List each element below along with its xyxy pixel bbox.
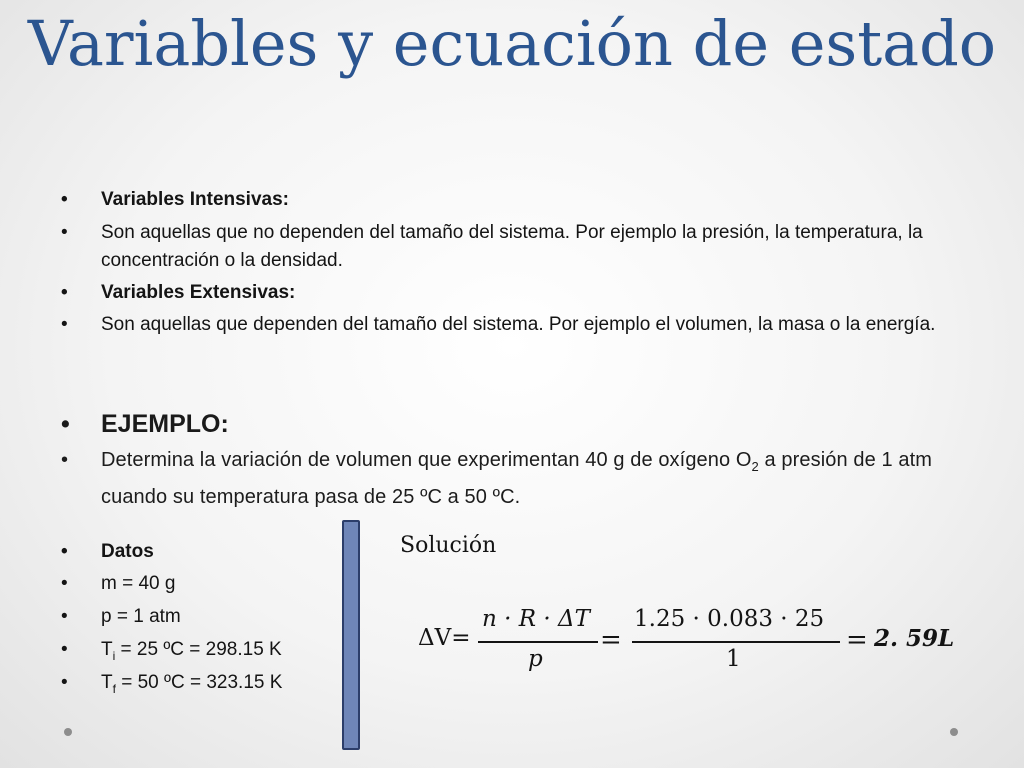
example-statement	[101, 445, 981, 512]
bullet-intensive-definition: • Son aquellas que no dependen del tamaño del sistema. Por ejemplo la presión, la temperatura, la concentración o la densidad.	[101, 219, 941, 275]
formula-lhs: ΔV=	[418, 625, 471, 651]
formula-result: 2. 59L	[874, 625, 955, 652]
vertical-divider-bar	[342, 520, 360, 750]
datos-tf-value: = 50 ºC = 323.15 K	[115, 672, 283, 693]
example-heading: • EJEMPLO:	[101, 408, 229, 440]
bottom-left-decorative-dot	[64, 728, 72, 736]
datos-tf-subscript: f	[112, 681, 116, 696]
datos-pressure: • p = 1 atm	[101, 603, 181, 631]
datos-mass: • m = 40 g	[101, 570, 175, 598]
bullet-intensive-heading: • Variables Intensivas:	[101, 186, 289, 214]
formula-frac2-denominator: 1	[726, 646, 741, 672]
formula-frac2-numerator: 1.25 · 0.083 · 25	[634, 606, 825, 632]
formula-equals-1: =	[600, 625, 622, 655]
datos-ti-value: = 25 ºC = 298.15 K	[115, 639, 282, 660]
example-text-part2: a presión de 1 atm cuando su temperatura pasa de 25 ºC a 50 ºC.	[101, 449, 932, 508]
datos-initial-temperature	[101, 636, 282, 670]
datos-heading: • Datos	[101, 538, 154, 566]
bullet-extensive-heading: • Variables Extensivas:	[101, 279, 295, 307]
formula-frac1-line	[478, 641, 598, 643]
formula-equals-2: =	[846, 625, 868, 655]
datos-ti-symbol: T	[101, 639, 113, 660]
formula-frac1-numerator: n · R · ΔT	[482, 606, 590, 632]
example-text-part1: Determina la variación de volumen que experimentan 40 g de oxígeno O	[101, 449, 752, 471]
datos-tf-symbol: T	[101, 672, 113, 693]
oxygen-subscript: 2	[751, 459, 759, 474]
datos-ti-subscript: i	[112, 648, 116, 663]
formula-frac2-line	[632, 641, 840, 643]
datos-final-temperature	[101, 669, 282, 703]
bullet-extensive-definition: • Son aquellas que dependen del tamaño del sistema. Por ejemplo el volumen, la masa o la energía.	[101, 311, 941, 339]
formula-frac1-denominator: p	[528, 646, 543, 672]
slide-title: Variables y ecuación de estado	[27, 7, 997, 80]
solution-label: Solución	[400, 533, 497, 558]
bottom-right-decorative-dot	[950, 728, 958, 736]
